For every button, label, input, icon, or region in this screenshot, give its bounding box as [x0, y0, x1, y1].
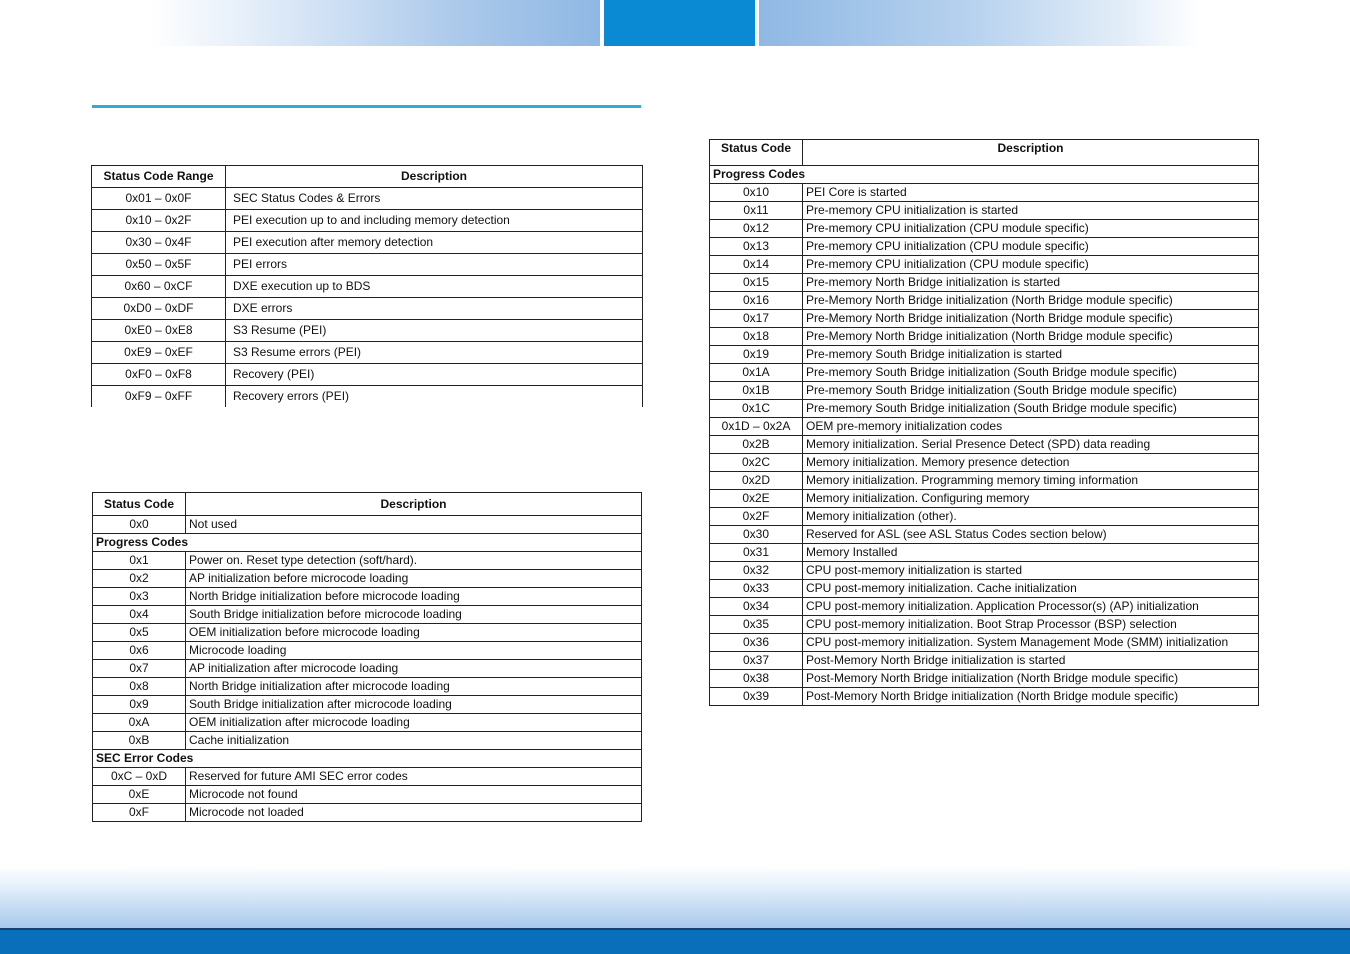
column-header-status-code: Status Code — [710, 140, 803, 166]
table-row — [92, 188, 643, 210]
table-row — [92, 364, 643, 386]
description-cell: Pre-memory South Bridge initialization (South Bridge module specific) — [803, 364, 1259, 382]
description-cell: North Bridge initialization before microcode loading — [186, 588, 642, 606]
status-code-cell: 0x1C — [710, 400, 803, 418]
description-cell: Memory initialization. Configuring memory — [803, 490, 1259, 508]
table-row — [710, 670, 1259, 688]
description-cell: CPU post-memory initialization. System Management Mode (SMM) initialization — [803, 634, 1259, 652]
table-row — [92, 254, 643, 276]
status-code-cell: 0x16 — [710, 292, 803, 310]
table-row — [710, 292, 1259, 310]
status-code-cell: 0x13 — [710, 238, 803, 256]
description-cell: Recovery (PEI) — [226, 364, 643, 386]
section-rule — [92, 105, 641, 108]
description-cell: Power on. Reset type detection (soft/hard). — [186, 552, 642, 570]
status-code-cell: 0xB — [93, 732, 186, 750]
table-row — [710, 544, 1259, 562]
sec-status-code-table — [92, 492, 642, 822]
table-header-row — [92, 166, 643, 188]
column-header-description: Description — [226, 166, 643, 188]
status-code-cell: 0x5 — [93, 624, 186, 642]
table-row — [710, 598, 1259, 616]
description-cell: CPU post-memory initialization. Application Processor(s) (AP) initialization — [803, 598, 1259, 616]
section-row — [710, 166, 1259, 184]
description-cell: Post-Memory North Bridge initialization (North Bridge module specific) — [803, 688, 1259, 706]
description-cell: Memory initialization. Memory presence detection — [803, 454, 1259, 472]
status-code-cell: 0x2F — [710, 508, 803, 526]
table-row — [93, 786, 642, 804]
table-row — [93, 570, 642, 588]
section-row — [93, 534, 642, 552]
table-row — [710, 400, 1259, 418]
description-cell: Post-Memory North Bridge initialization is started — [803, 652, 1259, 670]
description-cell: Microcode not found — [186, 786, 642, 804]
status-code-cell: 0x7 — [93, 660, 186, 678]
description-cell: OEM initialization before microcode loading — [186, 624, 642, 642]
status-code-cell: 0x1D – 0x2A — [710, 418, 803, 436]
table-row — [710, 490, 1259, 508]
table-row — [93, 588, 642, 606]
table-row — [93, 624, 642, 642]
table-row — [710, 688, 1259, 706]
status-code-cell: 0xF0 – 0xF8 — [92, 364, 226, 386]
table-row — [710, 418, 1259, 436]
status-code-cell: 0xD0 – 0xDF — [92, 298, 226, 320]
status-code-cell: 0x0 — [93, 516, 186, 534]
table-row — [710, 274, 1259, 292]
status-code-cell: 0x19 — [710, 346, 803, 364]
description-cell: Memory Installed — [803, 544, 1259, 562]
description-cell: South Bridge initialization after microcode loading — [186, 696, 642, 714]
status-code-cell: 0xF9 – 0xFF — [92, 386, 226, 408]
description-cell: Memory initialization (other). — [803, 508, 1259, 526]
description-cell: SEC Status Codes & Errors — [226, 188, 643, 210]
table-row — [710, 346, 1259, 364]
description-cell: North Bridge initialization after microcode loading — [186, 678, 642, 696]
table-row — [710, 364, 1259, 382]
description-cell: PEI errors — [226, 254, 643, 276]
table-row — [710, 328, 1259, 346]
table-row — [93, 696, 642, 714]
description-cell: Recovery errors (PEI) — [226, 386, 643, 408]
status-code-cell: 0x2B — [710, 436, 803, 454]
description-cell: PEI Core is started — [803, 184, 1259, 202]
description-cell: South Bridge initialization before microcode loading — [186, 606, 642, 624]
table-row — [710, 184, 1259, 202]
table-row — [710, 238, 1259, 256]
table-row — [93, 732, 642, 750]
table-row — [93, 804, 642, 822]
status-code-cell: 0x38 — [710, 670, 803, 688]
table-row — [710, 526, 1259, 544]
table-row — [92, 210, 643, 232]
description-cell: OEM pre-memory initialization codes — [803, 418, 1259, 436]
table-row — [710, 652, 1259, 670]
description-cell: DXE errors — [226, 298, 643, 320]
table-row — [710, 508, 1259, 526]
status-code-cell: 0x1B — [710, 382, 803, 400]
status-code-cell: 0xE — [93, 786, 186, 804]
description-cell: DXE execution up to BDS — [226, 276, 643, 298]
status-code-cell: 0x2 — [93, 570, 186, 588]
description-cell: PEI execution up to and including memory detection — [226, 210, 643, 232]
section-heading: Progress Codes — [93, 534, 642, 552]
status-code-cell: 0x3 — [93, 588, 186, 606]
status-code-cell: 0x4 — [93, 606, 186, 624]
description-cell: PEI execution after memory detection — [226, 232, 643, 254]
status-code-cell: 0x2C — [710, 454, 803, 472]
table-row — [93, 660, 642, 678]
description-cell: AP initialization before microcode loading — [186, 570, 642, 588]
table-row — [93, 714, 642, 732]
status-code-range-table — [91, 165, 643, 407]
status-code-cell: 0x37 — [710, 652, 803, 670]
table-row — [710, 310, 1259, 328]
description-cell: Cache initialization — [186, 732, 642, 750]
status-code-cell: 0x8 — [93, 678, 186, 696]
status-code-cell: 0x01 – 0x0F — [92, 188, 226, 210]
status-code-cell: 0xA — [93, 714, 186, 732]
table-row — [710, 220, 1259, 238]
description-cell: Microcode not loaded — [186, 804, 642, 822]
table-row — [93, 642, 642, 660]
status-code-cell: 0x14 — [710, 256, 803, 274]
status-code-cell: 0x10 – 0x2F — [92, 210, 226, 232]
description-cell: CPU post-memory initialization. Cache initialization — [803, 580, 1259, 598]
pei-status-code-table — [709, 139, 1259, 706]
description-cell: Pre-memory CPU initialization (CPU module specific) — [803, 238, 1259, 256]
description-cell: Pre-memory South Bridge initialization is started — [803, 346, 1259, 364]
table-row — [93, 516, 642, 534]
table-row — [710, 580, 1259, 598]
status-code-cell: 0xE9 – 0xEF — [92, 342, 226, 364]
description-cell: Pre-memory CPU initialization is started — [803, 202, 1259, 220]
table-row — [710, 616, 1259, 634]
description-cell: Pre-memory South Bridge initialization (South Bridge module specific) — [803, 382, 1259, 400]
status-code-cell: 0x1 — [93, 552, 186, 570]
table-row — [92, 342, 643, 364]
status-code-cell: 0x11 — [710, 202, 803, 220]
description-cell: Not used — [186, 516, 642, 534]
description-cell: Pre-Memory North Bridge initialization (North Bridge module specific) — [803, 328, 1259, 346]
table-row — [710, 382, 1259, 400]
table-row — [92, 320, 643, 342]
description-cell: Microcode loading — [186, 642, 642, 660]
header-band-left — [150, 0, 600, 46]
column-header-status-code: Status Code — [93, 493, 186, 516]
table-row — [93, 552, 642, 570]
column-header-range: Status Code Range — [92, 166, 226, 188]
status-code-cell: 0x18 — [710, 328, 803, 346]
status-code-cell: 0x33 — [710, 580, 803, 598]
status-code-cell: 0x10 — [710, 184, 803, 202]
section-row — [93, 750, 642, 768]
status-code-cell: 0x2E — [710, 490, 803, 508]
footer-bar — [0, 928, 1350, 954]
description-cell: Reserved for ASL (see ASL Status Codes section below) — [803, 526, 1259, 544]
status-code-cell: 0x39 — [710, 688, 803, 706]
table-row — [710, 562, 1259, 580]
table-row — [92, 232, 643, 254]
table-row — [92, 298, 643, 320]
table-row — [710, 472, 1259, 490]
description-cell: AP initialization after microcode loading — [186, 660, 642, 678]
status-code-cell: 0x15 — [710, 274, 803, 292]
description-cell: CPU post-memory initialization is started — [803, 562, 1259, 580]
footer-gradient — [0, 866, 1350, 930]
table-row — [710, 634, 1259, 652]
table-row — [93, 606, 642, 624]
status-code-cell: 0x35 — [710, 616, 803, 634]
description-cell: Memory initialization. Serial Presence Detect (SPD) data reading — [803, 436, 1259, 454]
table-row — [710, 454, 1259, 472]
description-cell: Pre-memory CPU initialization (CPU module specific) — [803, 256, 1259, 274]
column-header-description: Description — [803, 140, 1259, 166]
status-code-cell: 0x31 — [710, 544, 803, 562]
status-code-cell: 0x60 – 0xCF — [92, 276, 226, 298]
status-code-cell: 0x17 — [710, 310, 803, 328]
section-heading: SEC Error Codes — [93, 750, 642, 768]
description-cell: Reserved for future AMI SEC error codes — [186, 768, 642, 786]
description-cell: S3 Resume (PEI) — [226, 320, 643, 342]
table-header-row — [710, 140, 1259, 166]
header-band-center — [604, 0, 755, 46]
column-header-description: Description — [186, 493, 642, 516]
table-row — [710, 436, 1259, 454]
status-code-cell: 0xF — [93, 804, 186, 822]
description-cell: CPU post-memory initialization. Boot Strap Processor (BSP) selection — [803, 616, 1259, 634]
description-cell: OEM initialization after microcode loading — [186, 714, 642, 732]
description-cell: S3 Resume errors (PEI) — [226, 342, 643, 364]
status-code-cell: 0x1A — [710, 364, 803, 382]
description-cell: Pre-memory South Bridge initialization (South Bridge module specific) — [803, 400, 1259, 418]
table-row — [92, 386, 643, 408]
status-code-cell: 0xE0 – 0xE8 — [92, 320, 226, 342]
status-code-cell: 0x50 – 0x5F — [92, 254, 226, 276]
description-cell: Memory initialization. Programming memory timing information — [803, 472, 1259, 490]
status-code-cell: 0x36 — [710, 634, 803, 652]
status-code-cell: 0x30 — [710, 526, 803, 544]
table-row — [93, 678, 642, 696]
status-code-cell: 0x12 — [710, 220, 803, 238]
description-cell: Pre-Memory North Bridge initialization (North Bridge module specific) — [803, 292, 1259, 310]
description-cell: Pre-memory CPU initialization (CPU module specific) — [803, 220, 1259, 238]
status-code-cell: 0x9 — [93, 696, 186, 714]
status-code-cell: 0xC – 0xD — [93, 768, 186, 786]
status-code-cell: 0x32 — [710, 562, 803, 580]
section-heading: Progress Codes — [710, 166, 1259, 184]
table-header-row — [93, 493, 642, 516]
description-cell: Pre-Memory North Bridge initialization (North Bridge module specific) — [803, 310, 1259, 328]
status-code-cell: 0x2D — [710, 472, 803, 490]
status-code-cell: 0x6 — [93, 642, 186, 660]
table-row — [93, 768, 642, 786]
status-code-cell: 0x30 – 0x4F — [92, 232, 226, 254]
table-row — [92, 276, 643, 298]
table-row — [710, 202, 1259, 220]
table-row — [710, 256, 1259, 274]
description-cell: Pre-memory North Bridge initialization is started — [803, 274, 1259, 292]
header-band-right — [759, 0, 1199, 46]
description-cell: Post-Memory North Bridge initialization (North Bridge module specific) — [803, 670, 1259, 688]
status-code-cell: 0x34 — [710, 598, 803, 616]
